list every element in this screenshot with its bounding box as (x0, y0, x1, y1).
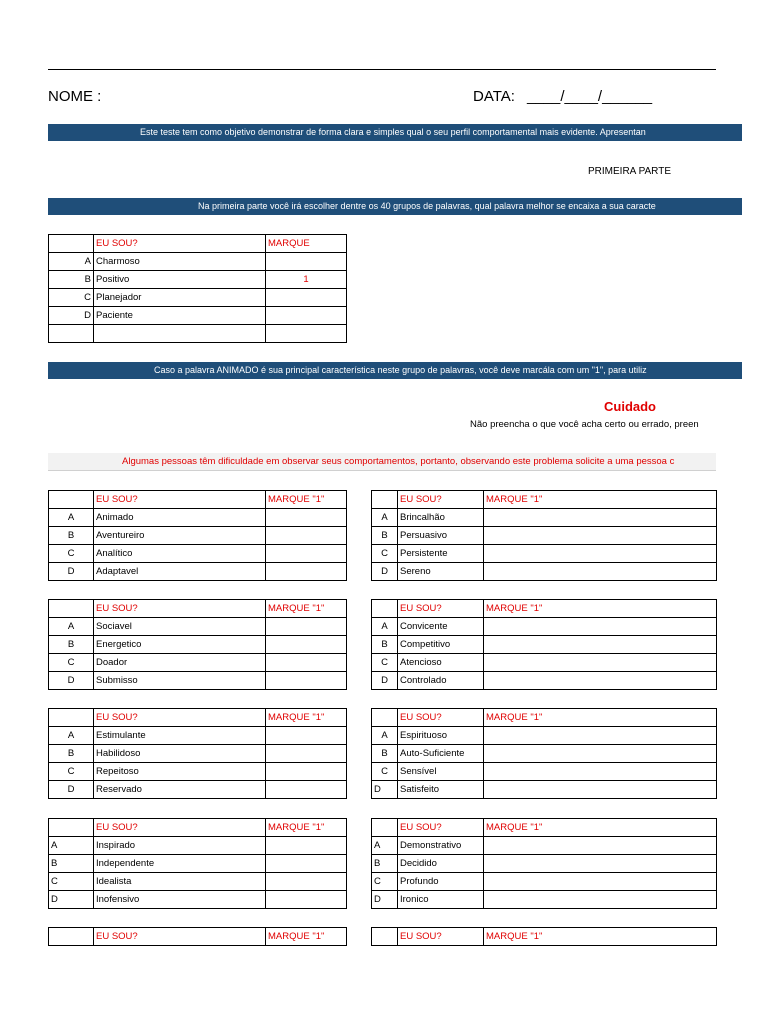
table-row (372, 618, 717, 636)
mark-cell[interactable] (266, 781, 347, 799)
group-table-1 (48, 490, 347, 581)
mark-cell[interactable] (266, 636, 347, 654)
table-row (49, 636, 347, 654)
option-word: Controlado (398, 672, 484, 690)
option-letter: C (49, 654, 94, 672)
table-header-row (372, 491, 717, 509)
mark-cell[interactable] (266, 253, 347, 271)
column-header-word: EU SOU? (398, 709, 484, 727)
table-row (372, 745, 717, 763)
option-letter: C (49, 763, 94, 781)
option-word: Repeitoso (94, 763, 266, 781)
mark-cell[interactable] (266, 745, 347, 763)
option-letter: C (372, 873, 398, 891)
table-header-row (372, 819, 717, 837)
table-row (49, 891, 347, 909)
caution-title: Cuidado (604, 399, 656, 414)
option-word: Inofensivo (94, 891, 266, 909)
column-header-word: EU SOU? (398, 491, 484, 509)
option-word: Brincalhão (398, 509, 484, 527)
option-word: Demonstrativo (398, 837, 484, 855)
mark-cell[interactable] (266, 891, 347, 909)
table-row (49, 271, 347, 289)
top-border (48, 69, 716, 70)
column-header-word: EU SOU? (94, 709, 266, 727)
mark-cell[interactable] (266, 672, 347, 690)
option-word: Sereno (398, 563, 484, 581)
table-header-row (372, 709, 717, 727)
column-header-word: EU SOU? (94, 600, 266, 618)
table-row (372, 672, 717, 690)
table-row (49, 781, 347, 799)
option-word: Competitivo (398, 636, 484, 654)
mark-cell[interactable] (484, 855, 717, 873)
table-header-row (49, 928, 347, 946)
example-table (48, 234, 347, 343)
option-letter: A (372, 727, 398, 745)
option-word: Convicente (398, 618, 484, 636)
mark-cell[interactable] (266, 527, 347, 545)
mark-cell[interactable] (266, 837, 347, 855)
example-note-banner (48, 362, 742, 379)
group-table-8 (371, 818, 717, 909)
mark-cell[interactable] (266, 873, 347, 891)
column-header-mark: MARQUE "1" (266, 600, 347, 618)
mark-cell[interactable] (266, 563, 347, 581)
option-word: Independente (94, 855, 266, 873)
mark-cell[interactable] (266, 307, 347, 325)
option-letter: C (49, 289, 94, 307)
table-row (49, 654, 347, 672)
option-word: Idealista (94, 873, 266, 891)
table-header-row (49, 235, 347, 253)
mark-cell[interactable] (484, 891, 717, 909)
option-letter: B (49, 636, 94, 654)
group-table-7 (48, 818, 347, 909)
table-row (372, 545, 717, 563)
option-word: Atencioso (398, 654, 484, 672)
table-row (372, 781, 717, 799)
mark-cell[interactable] (266, 545, 347, 563)
option-word: Satisfeito (398, 781, 484, 799)
mark-cell[interactable] (266, 727, 347, 745)
group-table-9 (48, 927, 347, 946)
table-header-row (49, 600, 347, 618)
example-note-text: Caso a palavra ANIMADO é sua principal característica neste grupo de palavras, você deve marcála com um "1", para utiliz (154, 365, 647, 375)
option-letter: C (49, 545, 94, 563)
name-label: NOME : (48, 88, 102, 105)
table-row (372, 563, 717, 581)
column-header-mark: MARQUE (266, 235, 347, 253)
option-word: Ironico (398, 891, 484, 909)
instructions-banner (48, 198, 742, 215)
option-word: Estimulante (94, 727, 266, 745)
group-table-5 (48, 708, 347, 799)
column-header-mark: MARQUE "1" (266, 819, 347, 837)
option-letter: C (372, 763, 398, 781)
mark-cell[interactable] (484, 618, 717, 636)
mark-cell[interactable] (484, 636, 717, 654)
option-letter: A (49, 837, 94, 855)
column-header-mark: MARQUE "1" (484, 928, 717, 946)
table-row (49, 307, 347, 325)
option-letter: B (372, 636, 398, 654)
table-row (49, 763, 347, 781)
group-table-3 (48, 599, 347, 690)
mark-cell[interactable] (484, 763, 717, 781)
option-letter: B (49, 527, 94, 545)
column-header-mark: MARQUE "1" (484, 819, 717, 837)
option-word: Persuasivo (398, 527, 484, 545)
option-word: Animado (94, 509, 266, 527)
option-letter: C (372, 545, 398, 563)
mark-cell[interactable] (266, 654, 347, 672)
mark-cell[interactable]: 1 (266, 271, 347, 289)
option-word: Decidido (398, 855, 484, 873)
mark-cell[interactable] (484, 781, 717, 799)
mark-cell[interactable] (484, 527, 717, 545)
option-word: Sociavel (94, 618, 266, 636)
column-header-mark: MARQUE "1" (266, 491, 347, 509)
instructions-text: Na primeira parte você irá escolher dentre os 40 grupos de palavras, qual palavra melhor se encaixa a sua caracte (198, 201, 656, 211)
table-header-row (49, 491, 347, 509)
column-header-word: EU SOU? (94, 491, 266, 509)
option-word: Espirituoso (398, 727, 484, 745)
option-letter: A (49, 509, 94, 527)
option-letter: B (49, 855, 94, 873)
table-row (49, 253, 347, 271)
table-row (372, 509, 717, 527)
option-word: Auto-Suficiente (398, 745, 484, 763)
option-letter: A (372, 618, 398, 636)
option-word: Profundo (398, 873, 484, 891)
table-row (49, 873, 347, 891)
table-row (49, 545, 347, 563)
option-letter: D (49, 563, 94, 581)
group-table-6 (371, 708, 717, 799)
option-word: Inspirado (94, 837, 266, 855)
table-row (49, 527, 347, 545)
table-row (49, 672, 347, 690)
option-word: Adaptavel (94, 563, 266, 581)
group-table-4 (371, 599, 717, 690)
option-word: Charmoso (94, 253, 266, 271)
column-header-word: EU SOU? (94, 928, 266, 946)
option-letter: B (372, 745, 398, 763)
option-word: Analítico (94, 545, 266, 563)
table-row (49, 509, 347, 527)
option-word: Paciente (94, 307, 266, 325)
option-letter: D (49, 672, 94, 690)
group-table-2 (371, 490, 717, 581)
option-word: Aventureiro (94, 527, 266, 545)
mark-cell[interactable] (484, 873, 717, 891)
table-header-row (49, 819, 347, 837)
mark-cell[interactable] (266, 763, 347, 781)
option-word: Doador (94, 654, 266, 672)
date-field[interactable]: ____/____/______ (527, 88, 653, 105)
option-letter: D (49, 781, 94, 799)
option-letter: D (49, 891, 94, 909)
table-row (372, 837, 717, 855)
option-letter: D (49, 307, 94, 325)
table-header-row (49, 709, 347, 727)
option-letter: A (49, 618, 94, 636)
table-row (49, 618, 347, 636)
table-row (372, 873, 717, 891)
intro-text: Este teste tem como objetivo demonstrar de forma clara e simples qual o seu perfil comportamental mais evidente. Apresentan (140, 127, 646, 137)
mark-cell[interactable] (484, 545, 717, 563)
column-header-word: EU SOU? (398, 819, 484, 837)
option-letter: D (372, 891, 398, 909)
first-part-title: PRIMEIRA PARTE (588, 166, 671, 177)
intro-banner (48, 124, 742, 141)
table-row (49, 289, 347, 307)
option-letter: D (372, 672, 398, 690)
mark-cell[interactable] (484, 672, 717, 690)
mark-cell[interactable] (266, 509, 347, 527)
table-row (49, 855, 347, 873)
table-row (49, 727, 347, 745)
option-word: Submisso (94, 672, 266, 690)
mark-cell[interactable] (484, 654, 717, 672)
option-letter: C (49, 873, 94, 891)
mark-cell[interactable] (266, 855, 347, 873)
table-row (372, 636, 717, 654)
option-word: Reservado (94, 781, 266, 799)
mark-cell[interactable] (484, 563, 717, 581)
option-word: Planejador (94, 289, 266, 307)
table-header-row (372, 928, 717, 946)
table-row (372, 527, 717, 545)
option-letter: B (49, 271, 94, 289)
mark-cell[interactable] (484, 837, 717, 855)
option-letter: A (49, 253, 94, 271)
option-word: Positivo (94, 271, 266, 289)
table-row (49, 563, 347, 581)
option-word: Energetico (94, 636, 266, 654)
table-row (372, 891, 717, 909)
difficulty-note-band (48, 453, 716, 470)
date-label: DATA: (473, 88, 515, 105)
option-letter: B (49, 745, 94, 763)
mark-cell[interactable] (484, 727, 717, 745)
column-header-word: EU SOU? (94, 235, 266, 253)
table-row (49, 745, 347, 763)
table-row-empty (49, 325, 347, 343)
group-table-10 (371, 927, 717, 946)
column-header-word: EU SOU? (94, 819, 266, 837)
option-letter: D (372, 781, 398, 799)
option-letter: A (372, 509, 398, 527)
option-letter: A (49, 727, 94, 745)
table-row (372, 654, 717, 672)
column-header-mark: MARQUE "1" (484, 491, 717, 509)
mark-cell[interactable] (484, 509, 717, 527)
table-header-row (372, 600, 717, 618)
column-header-mark: MARQUE "1" (484, 600, 717, 618)
option-letter: B (372, 855, 398, 873)
option-letter: B (372, 527, 398, 545)
column-header-mark: MARQUE "1" (266, 709, 347, 727)
table-row (372, 727, 717, 745)
column-header-word: EU SOU? (398, 600, 484, 618)
mark-cell[interactable] (266, 289, 347, 307)
option-word: Habilidoso (94, 745, 266, 763)
option-word: Persistente (398, 545, 484, 563)
column-header-word: EU SOU? (398, 928, 484, 946)
caution-text: Não preencha o que você acha certo ou errado, preen (470, 419, 699, 430)
mark-cell[interactable] (266, 618, 347, 636)
option-letter: A (372, 837, 398, 855)
mark-cell[interactable] (484, 745, 717, 763)
divider-line (48, 470, 716, 471)
column-header-mark: MARQUE "1" (484, 709, 717, 727)
table-row (372, 763, 717, 781)
column-header-mark: MARQUE "1" (266, 928, 347, 946)
option-letter: D (372, 563, 398, 581)
difficulty-note-text: Algumas pessoas têm dificuldade em observar seus comportamentos, portanto, observando este problema solicite a uma pessoa c (122, 456, 675, 467)
option-letter: C (372, 654, 398, 672)
table-row (372, 855, 717, 873)
table-row (49, 837, 347, 855)
option-word: Sensível (398, 763, 484, 781)
